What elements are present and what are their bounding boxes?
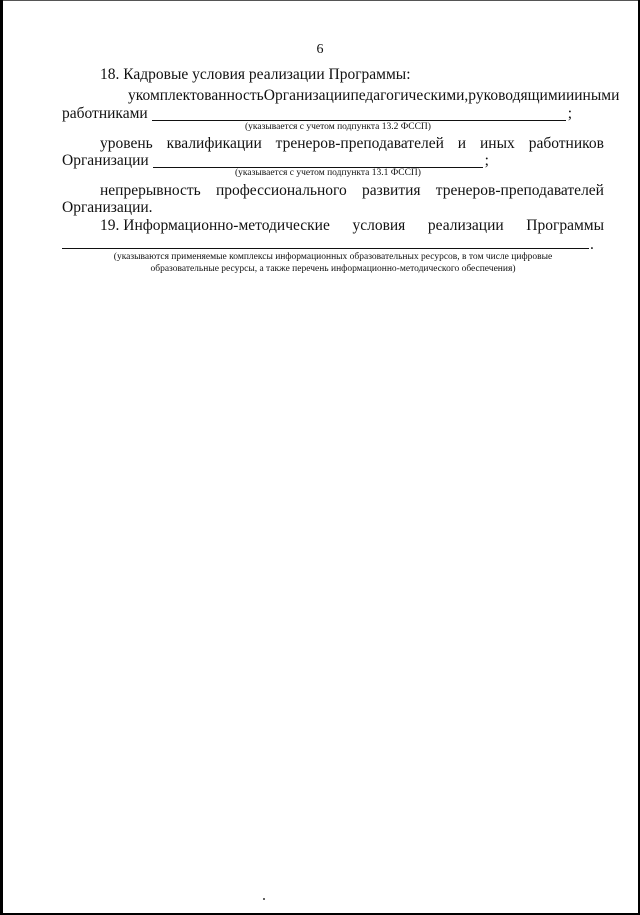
qualification-word: работников bbox=[528, 135, 604, 152]
development-word: непрерывность bbox=[100, 182, 201, 199]
section-18-heading: 18. Кадровые условия реализации Программы: bbox=[100, 66, 411, 83]
section-19-word: Программы bbox=[526, 217, 604, 234]
section-19-line-1 bbox=[100, 217, 604, 235]
development-line-2: Организации. bbox=[62, 199, 153, 216]
staffing-word: руководящими bbox=[468, 87, 566, 104]
staffing-end: ; bbox=[567, 105, 573, 122]
staffing-word: укомплектованность bbox=[128, 87, 264, 104]
staffing-word: иными bbox=[574, 87, 620, 104]
scan-edge-left bbox=[0, 0, 3, 915]
qualification-note: (указывается с учетом подпункта 13.1 ФССП) bbox=[235, 168, 421, 178]
section-19-word: 19. Информационно-методические bbox=[100, 217, 330, 234]
scan-speck bbox=[263, 898, 265, 900]
staffing-word: Организации bbox=[263, 87, 351, 104]
qualification-word: и bbox=[457, 135, 467, 152]
staffing-note: (указывается с учетом подпункта 13.2 ФССП) bbox=[245, 122, 431, 132]
staffing-blank-field[interactable] bbox=[152, 107, 566, 121]
qualification-label: Организации bbox=[62, 152, 149, 169]
section-19-note-line-2: образовательные ресурсы, а также перечень информационно-методического обеспечения) bbox=[150, 264, 516, 274]
qualification-word: квалификации bbox=[166, 135, 262, 152]
development-line-1 bbox=[100, 182, 604, 200]
development-word: тренеров-преподавателей bbox=[435, 182, 604, 199]
development-word: профессионального bbox=[215, 182, 347, 199]
staffing-line-2 bbox=[62, 105, 572, 123]
section-19-word: реализации bbox=[427, 217, 504, 234]
qualification-line-1 bbox=[100, 135, 604, 153]
staffing-label: работниками bbox=[62, 105, 148, 122]
staffing-line-1 bbox=[128, 87, 620, 105]
staffing-word: педагогическими, bbox=[350, 87, 469, 104]
qualification-end: ; bbox=[484, 152, 489, 169]
qualification-word: тренеров-преподавателей bbox=[275, 135, 444, 152]
scan-edge-top bbox=[0, 0, 640, 1]
section-19-note-line-1: (указываются применяемые комплексы информационных образовательных ресурсов, в том числе цифровые bbox=[113, 252, 553, 262]
qualification-word: уровень bbox=[100, 135, 153, 152]
section-19-blank-field[interactable] bbox=[62, 248, 589, 249]
qualification-blank-field[interactable] bbox=[153, 154, 483, 168]
staffing-word: и bbox=[565, 87, 575, 104]
page-number: 6 bbox=[316, 42, 324, 57]
qualification-word: иных bbox=[480, 135, 515, 152]
section-19-word: условия bbox=[352, 217, 406, 234]
development-word: развития bbox=[361, 182, 421, 199]
section-19-end: . bbox=[590, 236, 594, 253]
